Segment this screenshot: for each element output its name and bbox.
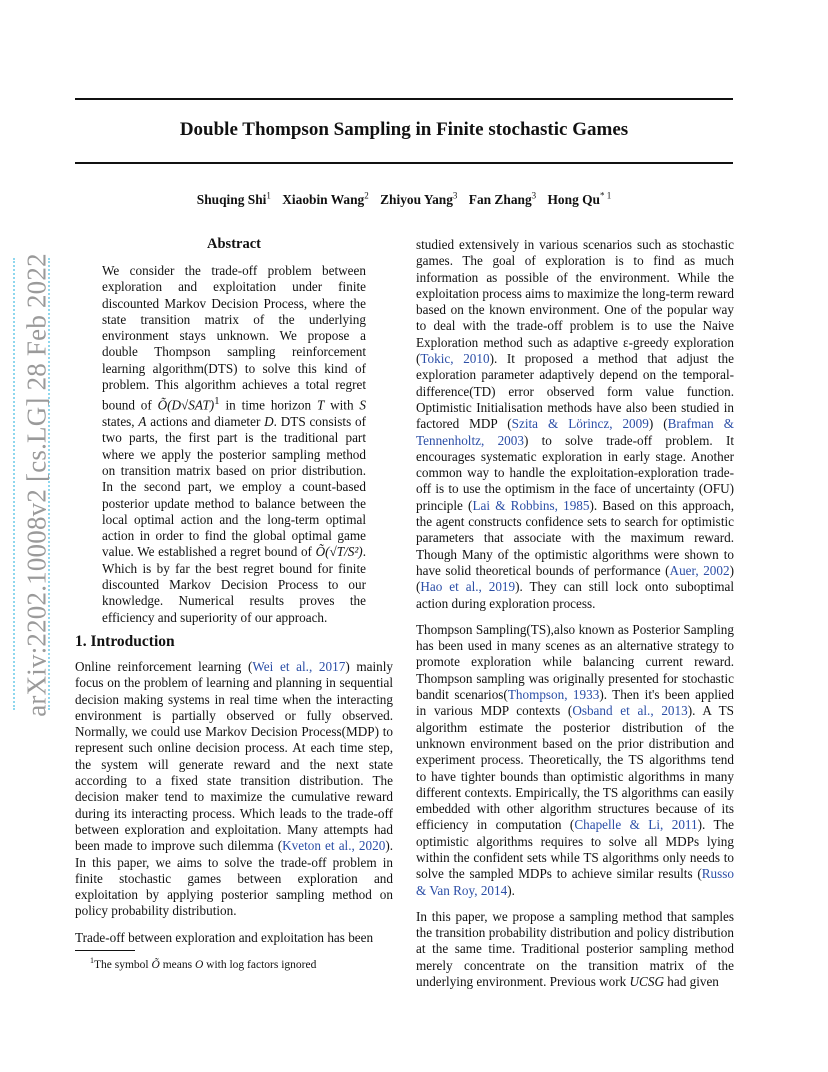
author: Hong Qu$^{* 1}$ (547, 191, 612, 208)
citation-link[interactable]: Russo & Van Roy, 2014 (416, 866, 734, 898)
abstract-heading: Abstract (207, 236, 261, 252)
paragraph: studied extensively in various scenarios such as stochastic games. The goal of exploration is to find as much information as possible of the environment. While the exploitation process aims to maximize the long-term reward based on the known environment. One of the popular way to deal with the trade-off problem is to use the Naive Exploration method such as adaptive ε-greedy exploration (Tokic, 2010). It proposed a method that adjust the exploration parameter adaptively depend on the temporal-difference(TD) error observed form value function. Optimistic Initialisation methods have also been studied in factored MDP (Szita & Lörincz, 2009) (Brafman & Tennenholtz, 2003) to solve trade-off problem. It encourages systematic exploration in early stage. Another common way to handle the exploitation-exploration trade-off is to use the optimism in the face of uncertainty (OFU) principle (Lai & Robbins, 1985). Based on this approach, the agent constructs confidence sets to search for optimistic parameters that associate with the maximum reward. Though Many of the optimistic algorithms were shown to have solid theoretical bounds of performance (Auer, 2002) (Hao et al., 2019). They can still lock onto suboptimal action during exploration process. (416, 237, 735, 611)
paper-title: Double Thompson Sampling in Finite stochastic Games (179, 119, 629, 140)
citation-link[interactable]: Lai & Robbins, 1985 (472, 497, 590, 513)
paragraph: Thompson Sampling(TS),also known as Posterior Sampling has been used in many scenes as an alternative strategy to promote exploration while balancing current reward. Thompson sampling was originally presented for stochastic bandit scenarios(Thompson, 1933). Then it's been applied in various MDP contexts (Osband et al., 2013). A TS algorithm estimate the posterior distribution of the unknown environment based on the prior distribution and experiment process. Theoretically, the TS algorithms tend to have tighter bounds than optimistic algorithms in many different contexts. Empirically, the TS algorithms can easily embedded with other algorithm structures because of its efficiency in computation (Chapelle & Li, 2011). The optimistic algorithms requires to solve all MDPs lying within the confident sets while TS algorithms only needs to solve the sampled MDPs to achieve similar results (Russo & Van Roy, 2014). (416, 621, 735, 898)
author-list (75, 191, 733, 208)
introduction-body (75, 659, 393, 956)
abstract-paragraph: We consider the trade-off problem between exploration and exploitation under finite discounted Markov Decision Process, where the state transition matrix of the underlying environment stays unknown. We propose a double Thompson sampling reinforcement learning algorithm(DTS) to solve this kind of problem. This algorithm achieves a total regret bound of $Õ(D√SAT)^1$ in time horizon T with S states, A actions and diameter D. DTS consists of two parts, the first part is the traditional part where we apply the posterior sampling method on transition matrix based on prior distribution. In the second part, we employ a count-based posterior update method to balance between the local optimal action and the long-term optimal action in order to find the global optimal game value. We established a regret bound of Õ(√T/S²). Which is by far the best regret bound for finite discounted Markov Decision Process to our knowledge. Numerical results proves the efficiency and superiority of our approach. (102, 263, 366, 625)
author: Xiaobin Wang$^2$ (282, 191, 369, 208)
paragraph: Trade-off between exploration and exploitation has been (75, 929, 374, 945)
citation-link[interactable]: Chapelle & Li, 2011 (574, 817, 698, 833)
citation-link[interactable]: Hao et al., 2019 (420, 579, 516, 595)
paragraph: In this paper, we propose a sampling method that samples the transition probability distribution and policy distribution at the same time. Traditional posterior sampling method merely concentrate on the transition matrix of the underlying environment. Previous work UCSG had given (416, 908, 734, 990)
right-column-body (416, 237, 734, 1000)
citation-link[interactable]: Kveton et al., 2020 (282, 838, 386, 854)
arxiv-stamp-text: arXiv:2202.10008v2 [cs.LG] 28 Feb 2022 (21, 253, 52, 717)
arxiv-stamp-border-left (13, 258, 16, 710)
footnote: $^1$The symbol Õ means O with log factors ignored (90, 956, 317, 971)
citation-link[interactable]: Osband et al., 2013 (572, 703, 688, 719)
author: Zhiyou Yang$^3$ (380, 191, 458, 208)
citation-link[interactable]: Wei et al., 2017 (252, 659, 346, 674)
arxiv-stamp (21, 253, 52, 717)
paragraph: Online reinforcement learning (Wei et al., 2017) mainly focus on the problem of learning and planning in sequential decision making systems in real time when the interacting environment is partially observed or fully observed. Normally, we could use Markov Decision Process(MDP) to represent such online decision process. At each time step, the system will generate reward and the next state according to a fixed state transition distribution. The decision maker tend to maximize the cumulative reward during its interacting process. Which leads to the trade-off between exploration and exploitation. Many attempts had been made to improve such dilemma (Kveton et al., 2020). In this paper, we aims to solve the trade-off problem in finite stochastic games between exploration and exploitation by applying posterior sampling method on policy probability distribution. (75, 659, 394, 919)
title-bottom-rule (75, 162, 733, 164)
top-rule (75, 98, 733, 100)
citation-link[interactable]: Auer, 2002 (669, 562, 730, 578)
author: Fan Zhang$^3$ (468, 191, 537, 208)
abstract-body (102, 263, 366, 636)
citation-link[interactable]: Szita & Lörincz, 2009 (511, 416, 649, 432)
section-heading-introduction: 1. Introduction (75, 633, 175, 650)
citation-link[interactable]: Thompson, 1933 (507, 687, 600, 703)
author: Shuqing Shi$^1$ (196, 191, 271, 208)
footnote-rule (75, 950, 135, 951)
citation-link[interactable]: Brafman & Tennenholtz, 2003 (416, 416, 734, 448)
citation-link[interactable]: Tokic, 2010 (420, 351, 490, 367)
